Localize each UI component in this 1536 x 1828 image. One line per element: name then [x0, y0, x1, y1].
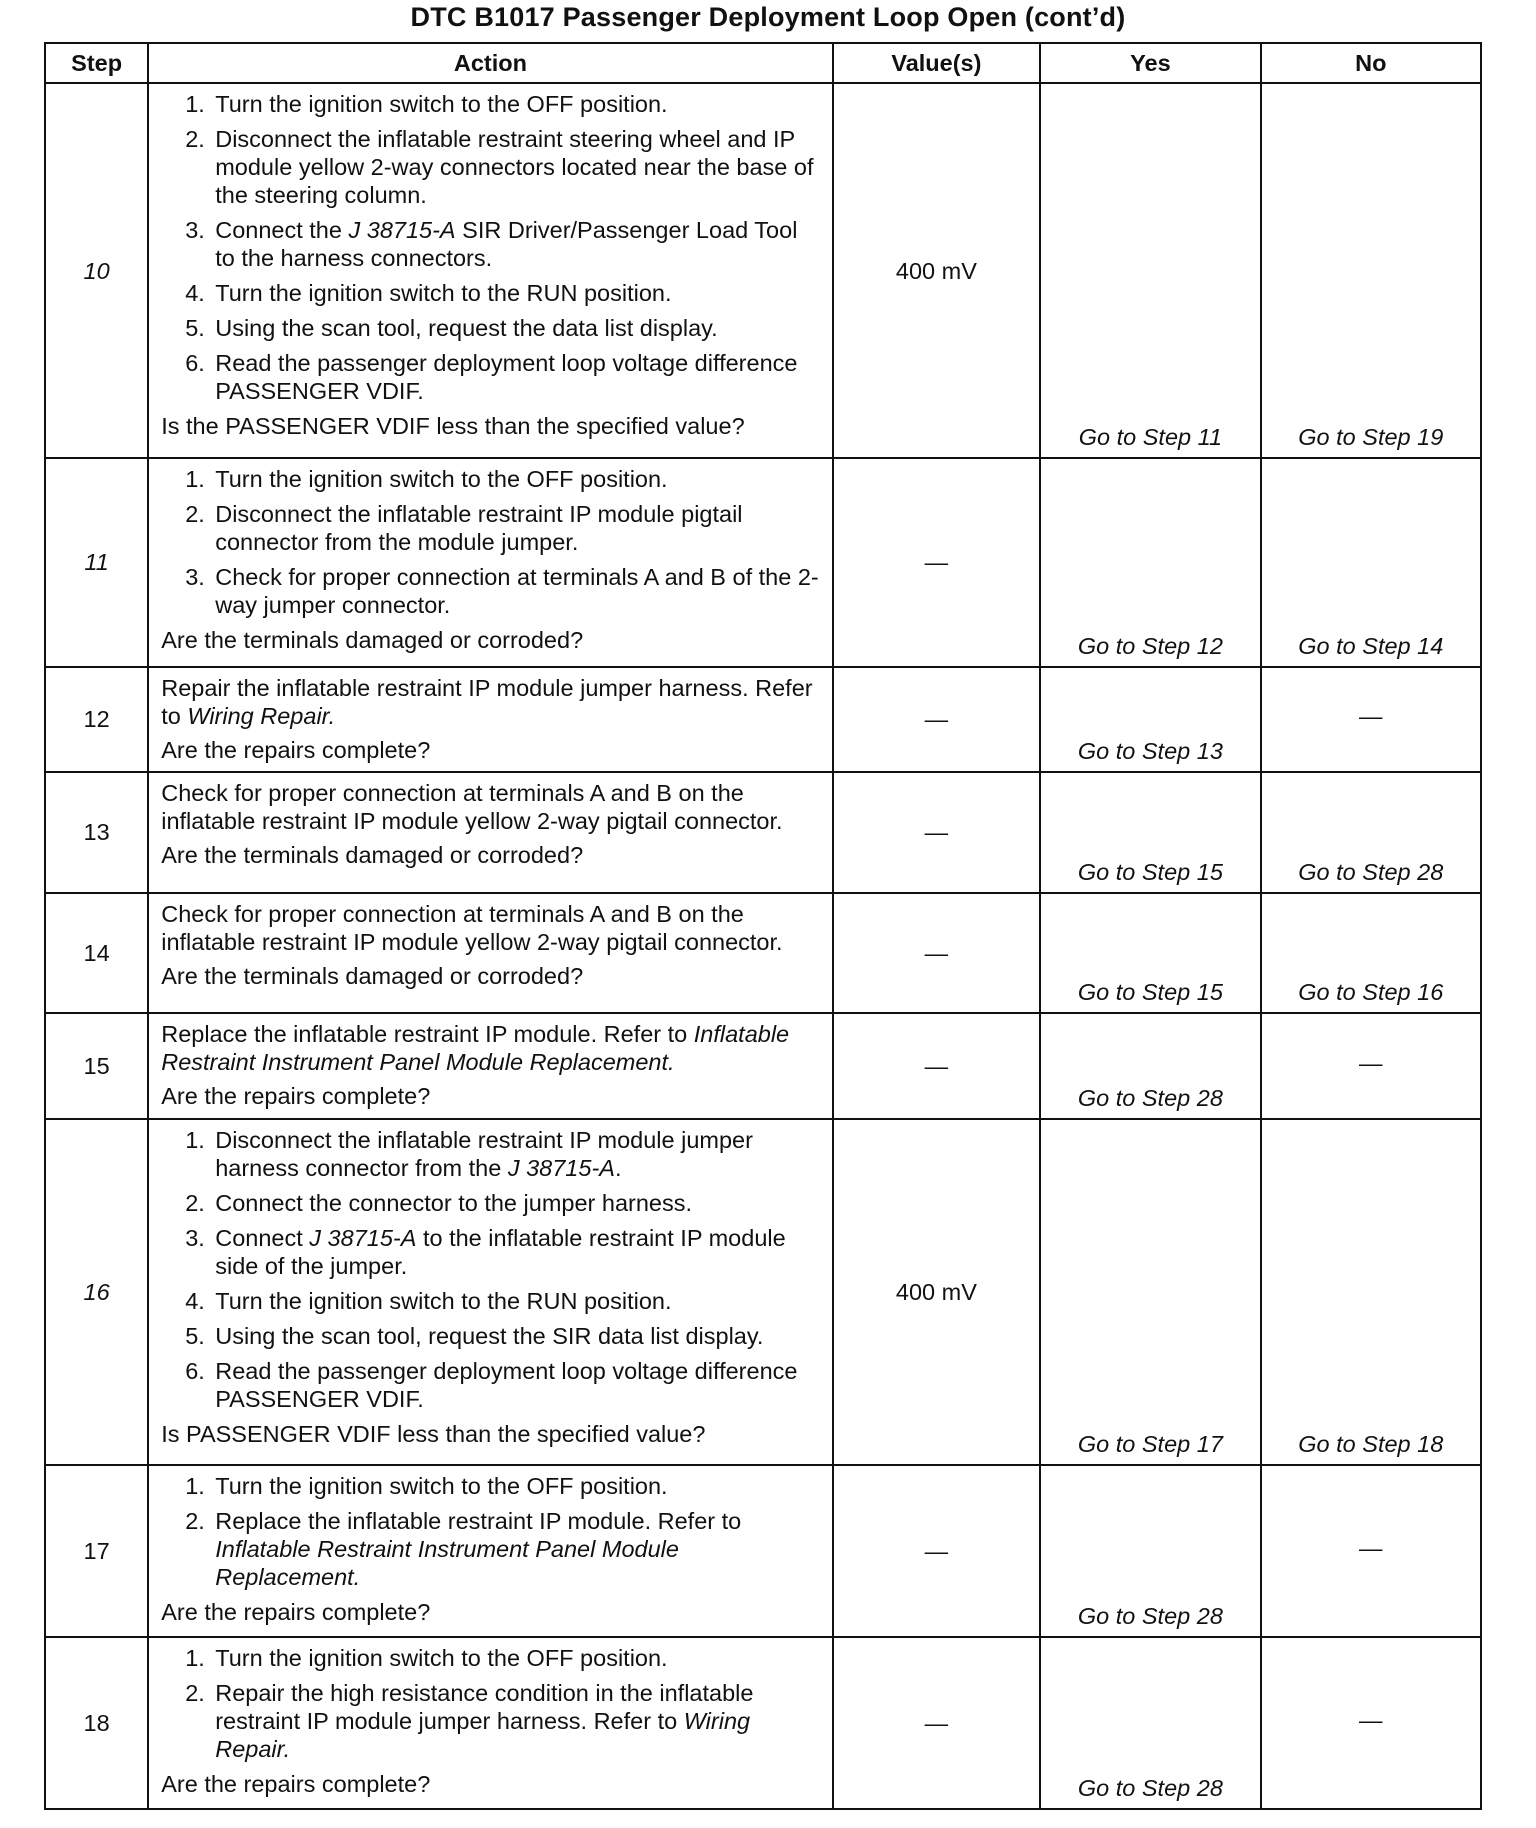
table-row	[45, 772, 1481, 892]
action-step-text	[215, 1224, 821, 1280]
action-reference: Wiring Repair.	[187, 702, 336, 729]
action-step-number: 5.	[185, 1322, 205, 1349]
action-step-text: Turn the ignition switch to the RUN position.	[215, 1287, 672, 1314]
action-step	[185, 1357, 821, 1413]
action-step-number: 4.	[185, 1287, 205, 1314]
action-step-text: Turn the ignition switch to the OFF position.	[215, 1472, 668, 1499]
action-step	[185, 90, 821, 118]
action-step-text: Check for proper connection at terminals A and B of the 2-way jumper connector.	[215, 564, 819, 619]
action-step-number: 3.	[185, 217, 205, 243]
action-step-text: Connect	[215, 1224, 310, 1251]
no-action: —	[1261, 1637, 1481, 1809]
action-step	[185, 314, 821, 342]
action-question: Is PASSENGER VDIF less than the specified value?	[161, 1420, 706, 1447]
action-step	[185, 349, 821, 405]
step-number: 10	[45, 83, 148, 458]
action-cell	[148, 1465, 832, 1637]
action-step	[185, 125, 821, 209]
action-step-text	[215, 125, 821, 209]
action-text	[161, 1020, 821, 1076]
action-step	[185, 1472, 821, 1500]
action-step-text: Disconnect the inflatable restraint steering wheel and IP module yellow 2-way connectors located near the base of the steering column.	[215, 126, 814, 208]
action-step-text	[215, 1189, 821, 1217]
yes-action: Go to Step 17	[1040, 1119, 1260, 1465]
table-row	[45, 1465, 1481, 1637]
action-steps-list	[161, 1644, 821, 1763]
col-header-no: No	[1261, 43, 1481, 83]
action-cell	[148, 83, 832, 458]
value-cell: —	[833, 772, 1041, 892]
value-cell: —	[833, 1013, 1041, 1119]
yes-action: Go to Step 11	[1040, 83, 1260, 458]
action-cell	[148, 458, 832, 666]
step-number: 17	[45, 1465, 148, 1637]
action-step-text	[215, 1357, 821, 1413]
action-step-reference: J 38715-A	[507, 1154, 615, 1181]
step-number: 18	[45, 1637, 148, 1809]
yes-action: Go to Step 15	[1040, 772, 1260, 892]
col-header-step: Step	[45, 43, 148, 83]
action-step-text	[215, 349, 821, 405]
action-step-number: 2.	[185, 1507, 205, 1534]
action-step	[185, 216, 821, 272]
action-step-reference: J 38715-A	[348, 217, 456, 243]
action-step-number: 2.	[185, 501, 205, 528]
action-question: Are the repairs complete?	[161, 1598, 431, 1625]
yes-action: Go to Step 13	[1040, 667, 1260, 773]
action-step-number: 1.	[185, 1126, 205, 1153]
no-action: Go to Step 14	[1261, 458, 1481, 666]
action-step	[185, 1287, 821, 1315]
no-action: —	[1261, 1465, 1481, 1637]
action-step	[185, 1507, 821, 1591]
no-action: Go to Step 28	[1261, 772, 1481, 892]
action-step-text	[215, 90, 821, 118]
action-step-text	[215, 500, 821, 556]
action-step-reference: Inflatable Restraint Instrument Panel Module Replacement.	[215, 1535, 679, 1590]
action-step	[185, 563, 821, 619]
action-step-text: Read the passenger deployment loop voltage difference PASSENGER VDIF.	[215, 1357, 798, 1412]
step-number: 14	[45, 893, 148, 1013]
step-number: 16	[45, 1119, 148, 1465]
action-step	[185, 1126, 821, 1182]
action-cell	[148, 667, 832, 773]
step-number: 13	[45, 772, 148, 892]
action-steps-list	[161, 465, 821, 619]
action-step-text	[215, 1679, 821, 1763]
action-step-number: 3.	[185, 564, 205, 591]
table-row	[45, 893, 1481, 1013]
action-step-number: 1.	[185, 466, 205, 493]
action-step-number: 6.	[185, 1357, 205, 1384]
action-step-number: 2.	[185, 1189, 205, 1216]
action-step-text: Repair the high resistance condition in the inflatable restraint IP module jumper harness. Refer to	[215, 1679, 754, 1734]
table-row	[45, 458, 1481, 666]
no-action: Go to Step 18	[1261, 1119, 1481, 1465]
yes-action: Go to Step 12	[1040, 458, 1260, 666]
col-header-action: Action	[148, 43, 832, 83]
action-step-text: Turn the ignition switch to the OFF position.	[215, 91, 668, 117]
action-step-text: Disconnect the inflatable restraint IP module jumper harness connector from the	[215, 1126, 753, 1181]
action-step-text: Read the passenger deployment loop voltage difference PASSENGER VDIF.	[215, 350, 798, 404]
col-header-values: Value(s)	[833, 43, 1041, 83]
action-step-number: 3.	[185, 1224, 205, 1251]
no-action: —	[1261, 667, 1481, 773]
table-row	[45, 1013, 1481, 1119]
action-step	[185, 1322, 821, 1350]
action-step	[185, 1189, 821, 1217]
no-action: —	[1261, 1013, 1481, 1119]
action-step-number: 6.	[185, 350, 205, 376]
action-steps-list	[161, 1472, 821, 1591]
value-cell: —	[833, 1465, 1041, 1637]
value-cell: —	[833, 667, 1041, 773]
action-step	[185, 1644, 821, 1672]
action-question: Is the PASSENGER VDIF less than the specified value?	[161, 413, 745, 439]
value-cell: —	[833, 1637, 1041, 1809]
action-cell	[148, 893, 832, 1013]
action-step-text	[215, 1644, 821, 1672]
action-question: Are the repairs complete?	[161, 1770, 431, 1797]
action-step	[185, 500, 821, 556]
action-step-number: 2.	[185, 126, 205, 152]
action-step-number: 2.	[185, 1679, 205, 1706]
step-number: 11	[45, 458, 148, 666]
action-step-text: Using the scan tool, request the data list display.	[215, 315, 718, 341]
action-step-text	[215, 279, 821, 307]
action-step-text	[215, 1472, 821, 1500]
table-row	[45, 667, 1481, 773]
action-reference: Inflatable Restraint Instrument Panel Module Replacement.	[161, 1020, 790, 1075]
action-step-text: Turn the ignition switch to the OFF position.	[215, 1644, 668, 1671]
action-cell	[148, 1013, 832, 1119]
action-text	[161, 674, 821, 730]
action-text: Check for proper connection at terminals A and B on the inflatable restraint IP module yellow 2-way pigtail connector.	[161, 780, 783, 835]
action-steps-list	[161, 90, 821, 405]
yes-action: Go to Step 28	[1040, 1637, 1260, 1809]
action-step-text: Turn the ignition switch to the RUN position.	[215, 280, 672, 306]
step-number: 12	[45, 667, 148, 773]
action-cell	[148, 1119, 832, 1465]
action-step-number: 1.	[185, 1472, 205, 1499]
action-step-text: Using the scan tool, request the SIR data list display.	[215, 1322, 764, 1349]
action-step-text	[215, 1507, 821, 1591]
yes-action: Go to Step 15	[1040, 893, 1260, 1013]
action-step-text: Turn the ignition switch to the OFF position.	[215, 466, 668, 493]
action-step-text: to the inflatable restraint IP module side of the jumper.	[215, 1224, 786, 1279]
action-question: Are the terminals damaged or corroded?	[161, 962, 584, 989]
action-step-number: 1.	[185, 1644, 205, 1671]
action-step-text: Replace the inflatable restraint IP module. Refer to	[215, 1507, 742, 1534]
action-text	[161, 900, 821, 956]
yes-action: Go to Step 28	[1040, 1465, 1260, 1637]
value-cell: 400 mV	[833, 83, 1041, 458]
diagnostic-table	[44, 42, 1482, 1810]
action-steps-list	[161, 1126, 821, 1413]
action-step-text	[215, 1287, 821, 1315]
action-step-text	[215, 465, 821, 493]
value-cell: —	[833, 893, 1041, 1013]
action-step-text: SIR Driver/Passenger Load Tool to the harness connectors.	[215, 217, 798, 271]
action-step	[185, 279, 821, 307]
action-step-text: Connect the	[215, 217, 349, 243]
action-text: Check for proper connection at terminals A and B on the inflatable restraint IP module yellow 2-way pigtail connector.	[161, 900, 783, 955]
action-question: Are the repairs complete?	[161, 736, 431, 763]
action-step-text	[215, 216, 821, 272]
action-question: Are the terminals damaged or corroded?	[161, 842, 584, 869]
action-step-text	[215, 314, 821, 342]
page-title: DTC B1017 Passenger Deployment Loop Open (cont’d)	[410, 2, 1126, 32]
value-cell: 400 mV	[833, 1119, 1041, 1465]
action-step-number: 4.	[185, 280, 205, 306]
value-cell: —	[833, 458, 1041, 666]
action-question: Are the terminals damaged or corroded?	[161, 627, 584, 654]
step-number: 15	[45, 1013, 148, 1119]
action-step-number: 5.	[185, 315, 205, 341]
col-header-yes: Yes	[1040, 43, 1260, 83]
action-step-text: .	[614, 1154, 622, 1181]
action-step-text	[215, 1126, 821, 1182]
action-step-text: Connect the connector to the jumper harness.	[215, 1189, 693, 1216]
action-step-reference: Wiring Repair.	[215, 1707, 751, 1762]
no-action: Go to Step 19	[1261, 83, 1481, 458]
table-row	[45, 83, 1481, 458]
action-question: Are the repairs complete?	[161, 1082, 431, 1109]
action-text	[161, 779, 821, 835]
header-row	[45, 43, 1481, 83]
action-cell	[148, 772, 832, 892]
action-step-reference: J 38715-A	[309, 1224, 417, 1251]
table-row	[45, 1637, 1481, 1809]
action-step	[185, 1679, 821, 1763]
no-action: Go to Step 16	[1261, 893, 1481, 1013]
action-text: Repair the inflatable restraint IP module jumper harness. Refer to	[161, 674, 813, 729]
action-step-text	[215, 563, 821, 619]
action-step-number: 1.	[185, 91, 205, 117]
action-step-text: Disconnect the inflatable restraint IP module pigtail connector from the module jumper.	[215, 501, 743, 556]
action-step	[185, 1224, 821, 1280]
table-row	[45, 1119, 1481, 1465]
action-text: Replace the inflatable restraint IP module. Refer to	[161, 1020, 694, 1047]
yes-action: Go to Step 28	[1040, 1013, 1260, 1119]
action-step	[185, 465, 821, 493]
action-cell	[148, 1637, 832, 1809]
action-step-text	[215, 1322, 821, 1350]
